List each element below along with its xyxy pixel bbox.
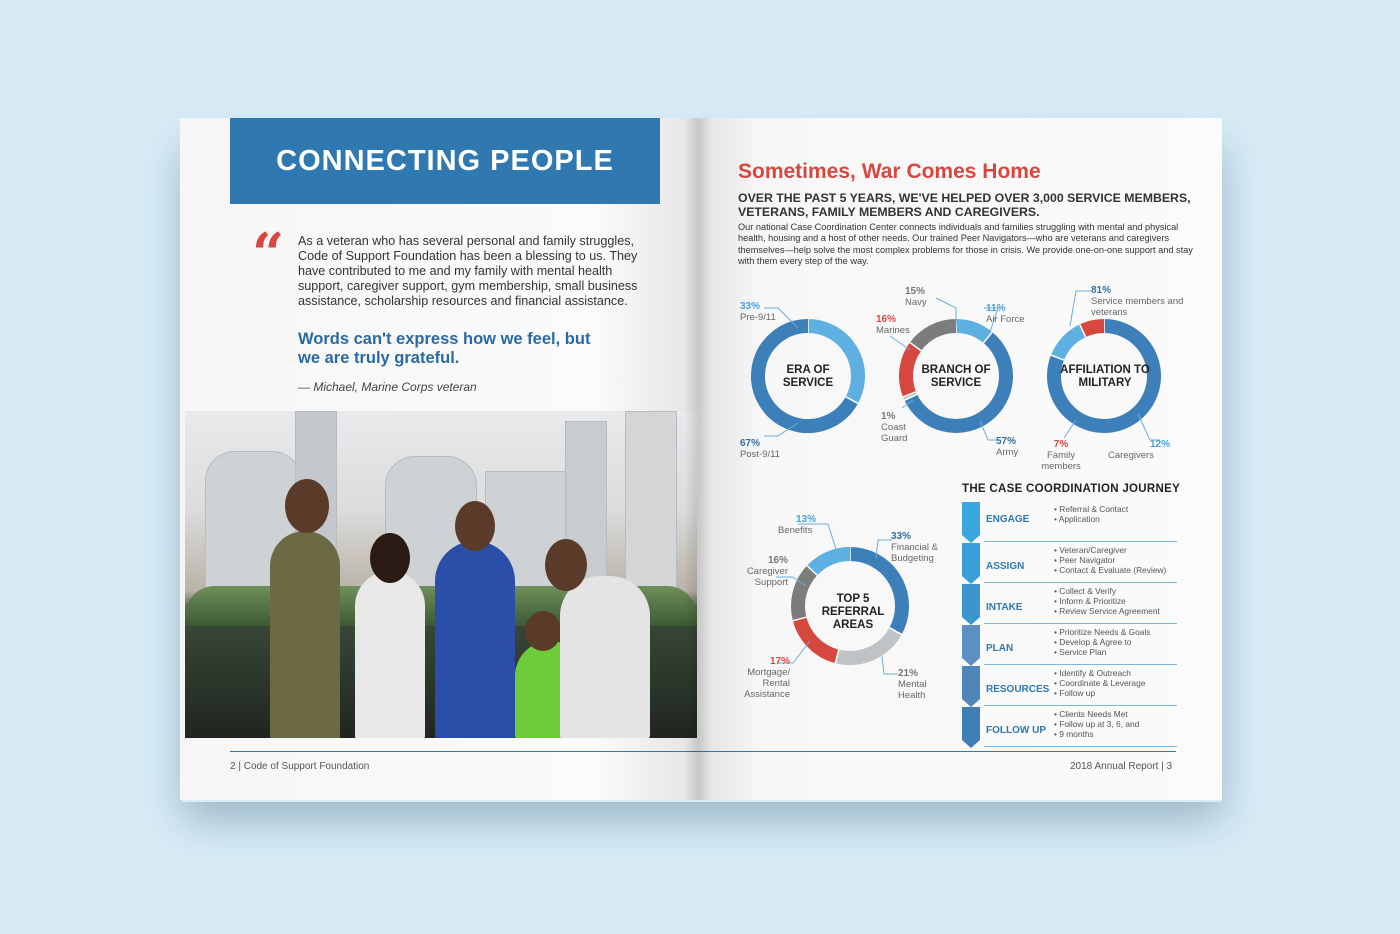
journey-step-name: ENGAGE bbox=[986, 514, 1030, 525]
donut-slice bbox=[956, 326, 988, 337]
journey-step-item: • Coordinate & Leverage bbox=[1054, 678, 1145, 688]
right-title: Sometimes, War Comes Home bbox=[738, 160, 1041, 183]
label-financial: 33% Financial & Budgeting bbox=[891, 531, 938, 564]
leader-line bbox=[1064, 420, 1076, 438]
label-airforce: 11% Air Force bbox=[986, 303, 1025, 325]
book-spine bbox=[684, 118, 712, 800]
chevron-step-icon bbox=[962, 625, 980, 666]
left-footer: 2 | Code of Support Foundation bbox=[230, 761, 370, 772]
journey-step-items bbox=[1054, 545, 1166, 575]
footer-rule-right bbox=[698, 751, 1176, 752]
donut-slice bbox=[837, 631, 895, 658]
journey-title: THE CASE COORDINATION JOURNEY bbox=[962, 483, 1181, 495]
testimonial-highlight: Words can't express how we feel, but we are truly grateful. bbox=[298, 330, 591, 367]
footer-rule bbox=[230, 751, 698, 752]
chevron-step-icon bbox=[962, 584, 980, 625]
journey-step-items bbox=[1054, 627, 1151, 657]
journey-step-items bbox=[1054, 709, 1139, 739]
journey-step-name: ASSIGN bbox=[986, 561, 1025, 572]
journey-step-item: • Collect & Verify bbox=[1054, 586, 1160, 596]
label-coastguard: 1% Coast Guard bbox=[881, 411, 908, 444]
journey-step-items bbox=[1054, 504, 1128, 524]
journey-step-name: FOLLOW UP bbox=[986, 725, 1046, 736]
donut-era-title: ERA OF SERVICE bbox=[782, 364, 834, 389]
journey-step-name: INTAKE bbox=[986, 602, 1023, 613]
journey-step-item: • Application bbox=[1054, 514, 1128, 524]
donut-branch-title: BRANCH OF SERVICE bbox=[921, 364, 991, 389]
chevron-step-icon bbox=[962, 666, 980, 707]
journey-step-item: • Referral & Contact bbox=[1054, 504, 1128, 514]
chevron-step-icon bbox=[962, 707, 980, 748]
label-caregivers: 12% Caregivers bbox=[1108, 439, 1171, 461]
quote-mark-icon: “ bbox=[252, 221, 285, 287]
journey-step-item: • Inform & Prioritize bbox=[1054, 596, 1160, 606]
journey-step-name: PLAN bbox=[986, 643, 1014, 654]
right-footer: 2018 Annual Report | 3 bbox=[1070, 761, 1173, 772]
label-marines: 16% Marines bbox=[876, 314, 910, 336]
journey-step-items bbox=[1054, 586, 1160, 616]
journey-step bbox=[962, 666, 1177, 706]
right-subtitle: OVER THE PAST 5 YEARS, WE'VE HELPED OVER 3,000 SERVICE MEMBERS, VETERANS, FAMILY MEMBERS AND CAREGIVERS. bbox=[738, 191, 1191, 219]
label-benefits: 13% Benefits bbox=[778, 514, 817, 536]
testimonial-quote: As a veteran who has several personal and family struggles, Code of Support Foundation has been a blessing to us. They have contributed to me and my family with mental health support, caregiver support, gym membership, small business assistance, scholarship resources and financial assistance. bbox=[298, 234, 638, 308]
label-post911: 67% Post-9/11 bbox=[740, 438, 780, 460]
journey-step-items bbox=[1054, 668, 1145, 698]
journey-step-item: • Review Service Agreement bbox=[1054, 606, 1160, 616]
journey-step bbox=[962, 584, 1177, 624]
journey-step-item: • Follow up at 3, 6, and bbox=[1054, 719, 1139, 729]
leader-line bbox=[890, 336, 910, 350]
banner-title: CONNECTING PEOPLE bbox=[230, 118, 660, 204]
journey-step-item: • Service Plan bbox=[1054, 647, 1151, 657]
label-army: 57% Army bbox=[996, 436, 1019, 458]
donut-referral-title: TOP 5 REFERRAL AREAS bbox=[821, 593, 885, 631]
donut-slice bbox=[812, 554, 850, 570]
label-navy: 15% Navy bbox=[905, 286, 927, 308]
journey-step-item: • Clients Needs Met bbox=[1054, 709, 1139, 719]
leader-line bbox=[882, 656, 898, 674]
label-family: 7% Family members bbox=[1041, 439, 1081, 472]
chevron-step-icon bbox=[962, 543, 980, 584]
left-page bbox=[180, 118, 698, 800]
donut-slice bbox=[916, 326, 956, 347]
donut-slice bbox=[1058, 331, 1083, 358]
donut-affiliation-title: AFFILIATION TO MILITARY bbox=[1060, 364, 1150, 389]
journey-step bbox=[962, 502, 1177, 542]
chevron-step-icon bbox=[962, 502, 980, 543]
donut-slice bbox=[906, 347, 916, 395]
label-mental-health: 21% Mental Health bbox=[898, 668, 927, 701]
donut-slice bbox=[1083, 326, 1104, 331]
journey-step-item: • Prioritize Needs & Goals bbox=[1054, 627, 1151, 637]
family-photo bbox=[185, 411, 697, 738]
journey-step bbox=[962, 625, 1177, 665]
right-page bbox=[698, 118, 1222, 800]
right-body: Our national Case Coordination Center connects individuals and families struggling with mental and physical health, housing and a host of other needs. Our trained Peer Navigators—who are veterans and caregivers themselves—help solve the most complex problems for those in crisis. We provide one-on-one support and stay with them every step of the way. bbox=[738, 222, 1193, 267]
journey-step bbox=[962, 543, 1177, 583]
testimonial-attribution: — Michael, Marine Corps veteran bbox=[298, 380, 477, 394]
journey-step-item: • Peer Navigator bbox=[1054, 555, 1166, 565]
journey-step-item: • Veteran/Caregiver bbox=[1054, 545, 1166, 555]
label-pre911: 33% Pre-9/11 bbox=[740, 301, 776, 323]
journey-step-item: • 9 months bbox=[1054, 729, 1139, 739]
label-caregiver-support: 16% Caregiver Support bbox=[746, 555, 788, 588]
leader-line bbox=[1070, 291, 1091, 326]
journey-step bbox=[962, 707, 1177, 747]
journey-step-item: • Identify & Outreach bbox=[1054, 668, 1145, 678]
journey-step-item: • Contact & Evaluate (Review) bbox=[1054, 565, 1166, 575]
label-mortgage: 17% Mortgage/ Rental Assistance bbox=[744, 656, 790, 700]
journey-step-item: • Follow up bbox=[1054, 688, 1145, 698]
journey-step-name: RESOURCES bbox=[986, 684, 1050, 695]
label-service-members: 81% Service members and veterans bbox=[1091, 285, 1184, 318]
journey-step-item: • Develop & Agree to bbox=[1054, 637, 1151, 647]
